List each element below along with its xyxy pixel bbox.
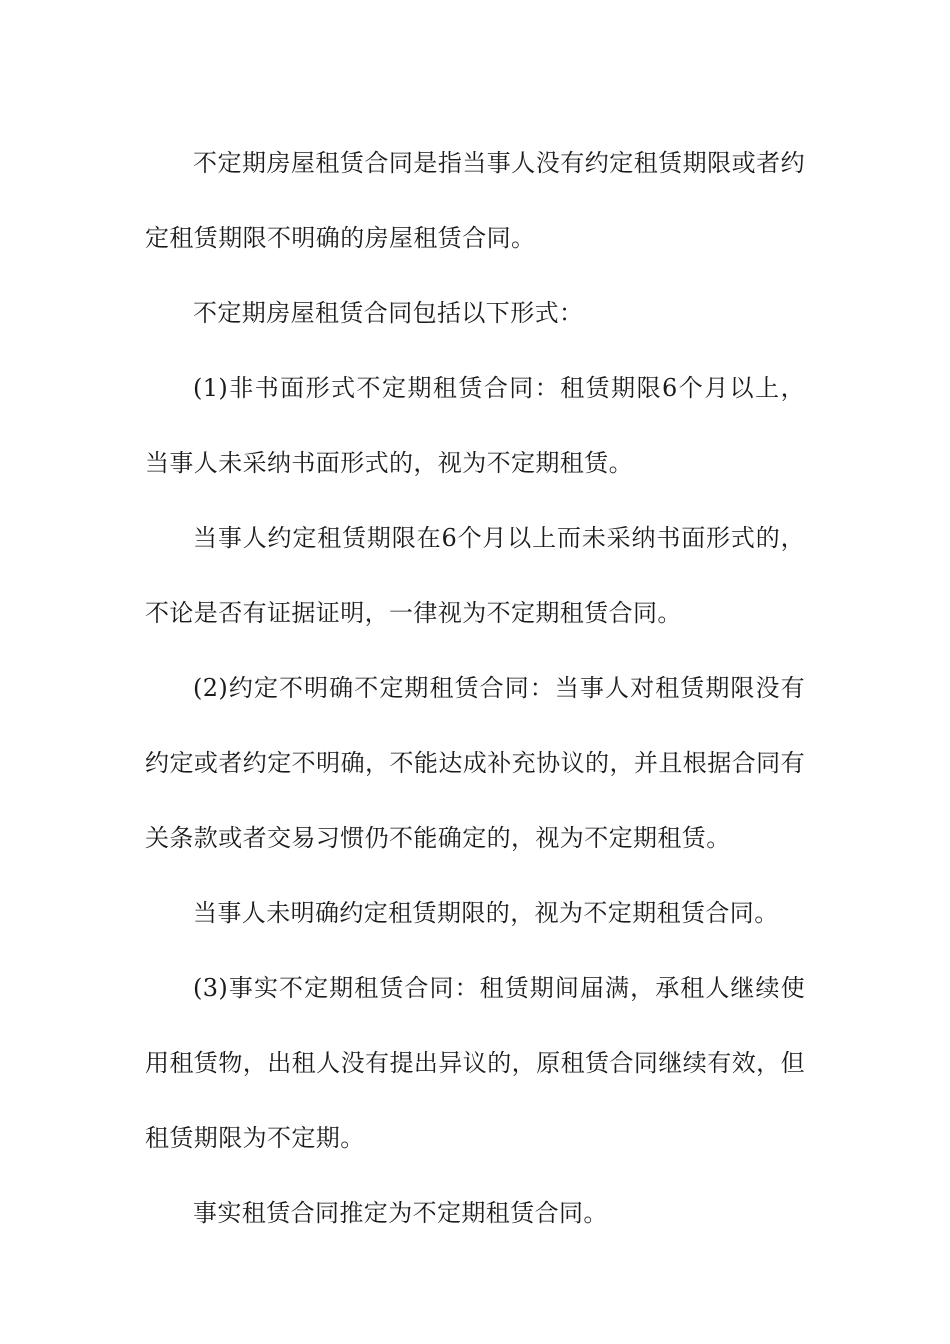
paragraph-definition: 不定期房屋租赁合同是指当事人没有约定租赁期限或者约定租赁期限不明确的房屋租赁合同。 xyxy=(145,149,805,252)
paragraph-form-1: (1)非书面形式不定期租赁合同：租赁期限6个月以上，当事人未采纳书面形式的，视为不定期租赁。 xyxy=(145,374,805,477)
paragraph-forms-intro: 不定期房屋租赁合同包括以下形式： xyxy=(193,299,584,327)
paragraph-form-2: (2)约定不明确不定期租赁合同：当事人对租赁期限没有约定或者约定不明确，不能达成补充协议的，并且根据合同有关条款或者交易习惯仍不能确定的，视为不定期租赁。 xyxy=(145,674,805,852)
paragraph-form-1-note: 当事人约定租赁期限在6个月以上而未采纳书面形式的，不论是否有证据证明，一律视为不定期租赁合同。 xyxy=(145,524,805,627)
paragraph-form-3: (3)事实不定期租赁合同：租赁期间届满，承租人继续使用租赁物，出租人没有提出异议的，原租赁合同继续有效，但租赁期限为不定期。 xyxy=(145,974,805,1152)
document-body xyxy=(145,126,805,1251)
paragraph-form-2-note: 当事人未明确约定租赁期限的，视为不定期租赁合同。 xyxy=(193,899,779,927)
paragraph-form-3-note: 事实租赁合同推定为不定期租赁合同。 xyxy=(193,1199,608,1227)
